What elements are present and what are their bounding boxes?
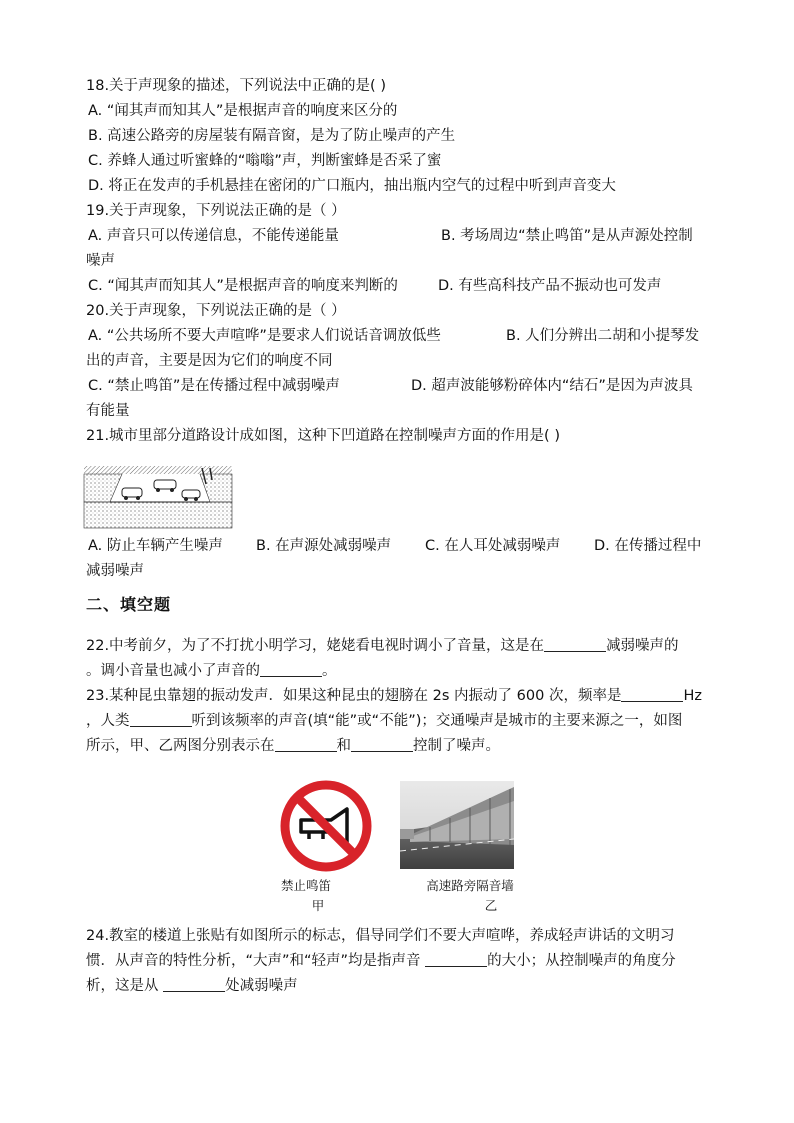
unit-text: Hz xyxy=(683,688,702,704)
option-d: D. 在传播过程中 xyxy=(594,538,702,554)
question-text: 析，这是从 xyxy=(86,978,164,994)
question-text: 和 xyxy=(336,738,351,754)
option-d: D. 超声波能够粉碎体内“结石”是因为声波具 xyxy=(411,378,693,394)
answer-blank xyxy=(260,660,322,677)
option-a: A. “闻其声而知其人”是根据声音的响度来区分的 xyxy=(88,103,398,119)
option-c: C. 养蜂人通过听蜜蜂的“嗡嗡”声，判断蜜蜂是否采了蜜 xyxy=(88,153,442,169)
answer-blank xyxy=(621,685,683,702)
sound-barrier-photo xyxy=(400,781,514,869)
figure-caption: 高速路旁隔音墙 xyxy=(426,878,514,893)
question-text: 控制了噪声。 xyxy=(413,738,500,754)
question-stem: 18.关于声现象的描述，下列说法中正确的是( ) xyxy=(86,78,386,94)
answer-blank xyxy=(130,710,192,727)
question-21-options xyxy=(86,534,726,584)
option-b: B. 人们分辨出二胡和小提琴发 xyxy=(506,328,700,344)
question-19 xyxy=(86,199,726,299)
question-text: 的大小；从控制噪声的角度分 xyxy=(487,953,676,969)
question-23 xyxy=(86,684,726,759)
option-a: A. 防止车辆产生噪声 xyxy=(88,538,223,554)
question-stem: 21.城市里部分道路设计成如图，这种下凹道路在控制噪声方面的作用是( ) xyxy=(86,428,560,444)
question-text: 23.某种昆虫靠翅的振动发声．如果这种昆虫的翅膀在 2s 内振动了 600 次，频率是 xyxy=(86,688,622,704)
question-21 xyxy=(86,424,726,449)
question-22 xyxy=(86,634,726,684)
option-b: B. 在声源处减弱噪声 xyxy=(256,538,392,554)
no-honking-sign-icon xyxy=(279,779,373,873)
question-text: 22.中考前夕，为了不打扰小明学习，姥姥看电视时调小了音量，这是在 xyxy=(86,638,545,654)
option-c: C. “禁止鸣笛”是在传播过程中减弱噪声 xyxy=(88,378,340,394)
option-b-continued: 出的声音，主要是因为它们的响度不同 xyxy=(86,353,333,369)
question-24 xyxy=(86,924,726,999)
option-b: B. 考场周边“禁止鸣笛”是从声源处控制 xyxy=(441,228,693,244)
question-20 xyxy=(86,299,726,424)
question-text: 。 xyxy=(322,663,337,679)
option-d-continued: 减弱噪声 xyxy=(86,563,144,579)
answer-blank xyxy=(544,635,606,652)
option-d: D. 将正在发声的手机悬挂在密闭的广口瓶内，抽出瓶内空气的过程中听到声音变大 xyxy=(88,178,616,194)
option-c: C. “闻其声而知其人”是根据声音的响度来判断的 xyxy=(88,278,398,294)
option-d-continued: 有能量 xyxy=(86,403,130,419)
figure-label: 甲 xyxy=(311,898,325,913)
figure-label: 乙 xyxy=(484,898,498,913)
question-text: 。调小音量也减小了声音的 xyxy=(86,663,260,679)
answer-blank xyxy=(275,735,337,752)
option-d: D. 有些高科技产品不振动也可发声 xyxy=(438,278,662,294)
answer-blank xyxy=(163,975,225,992)
question-text: 减弱噪声的 xyxy=(606,638,679,654)
option-b: B. 高速公路旁的房屋装有隔音窗，是为了防止噪声的产生 xyxy=(88,128,456,144)
option-a: A. 声音只可以传递信息，不能传递能量 xyxy=(88,228,339,244)
answer-blank xyxy=(351,735,413,752)
answer-blank xyxy=(425,950,487,967)
question-text: 惯．从声音的特性分析，“大声”和“轻声”均是指声音 xyxy=(86,953,426,969)
option-a: A. “公共场所不要大声喧哗”是要求人们说话音调放低些 xyxy=(88,328,441,344)
question-text: 所示，甲、乙两图分别表示在 xyxy=(86,738,275,754)
question-text: 听到该频率的声音(填“能”或“不能”)；交通噪声是城市的主要来源之一，如图 xyxy=(191,713,683,729)
sunken-road-figure xyxy=(82,458,234,530)
question-text: 24.教室的楼道上张贴有如图所示的标志，倡导同学们不要大声喧哗，养成轻声讲话的文明习 xyxy=(86,928,675,944)
question-text: ，人类 xyxy=(86,713,130,729)
question-stem: 20.关于声现象，下列说法正确的是（ ） xyxy=(86,303,346,319)
section-title: 二、填空题 xyxy=(86,595,172,614)
question-stem: 19.关于声现象，下列说法正确的是（ ） xyxy=(86,203,346,219)
option-b-continued: 噪声 xyxy=(86,253,115,269)
option-c: C. 在人耳处减弱噪声 xyxy=(425,538,561,554)
figure-caption: 禁止鸣笛 xyxy=(280,878,331,893)
question-18 xyxy=(86,74,726,199)
question-text: 处减弱噪声 xyxy=(225,978,298,994)
